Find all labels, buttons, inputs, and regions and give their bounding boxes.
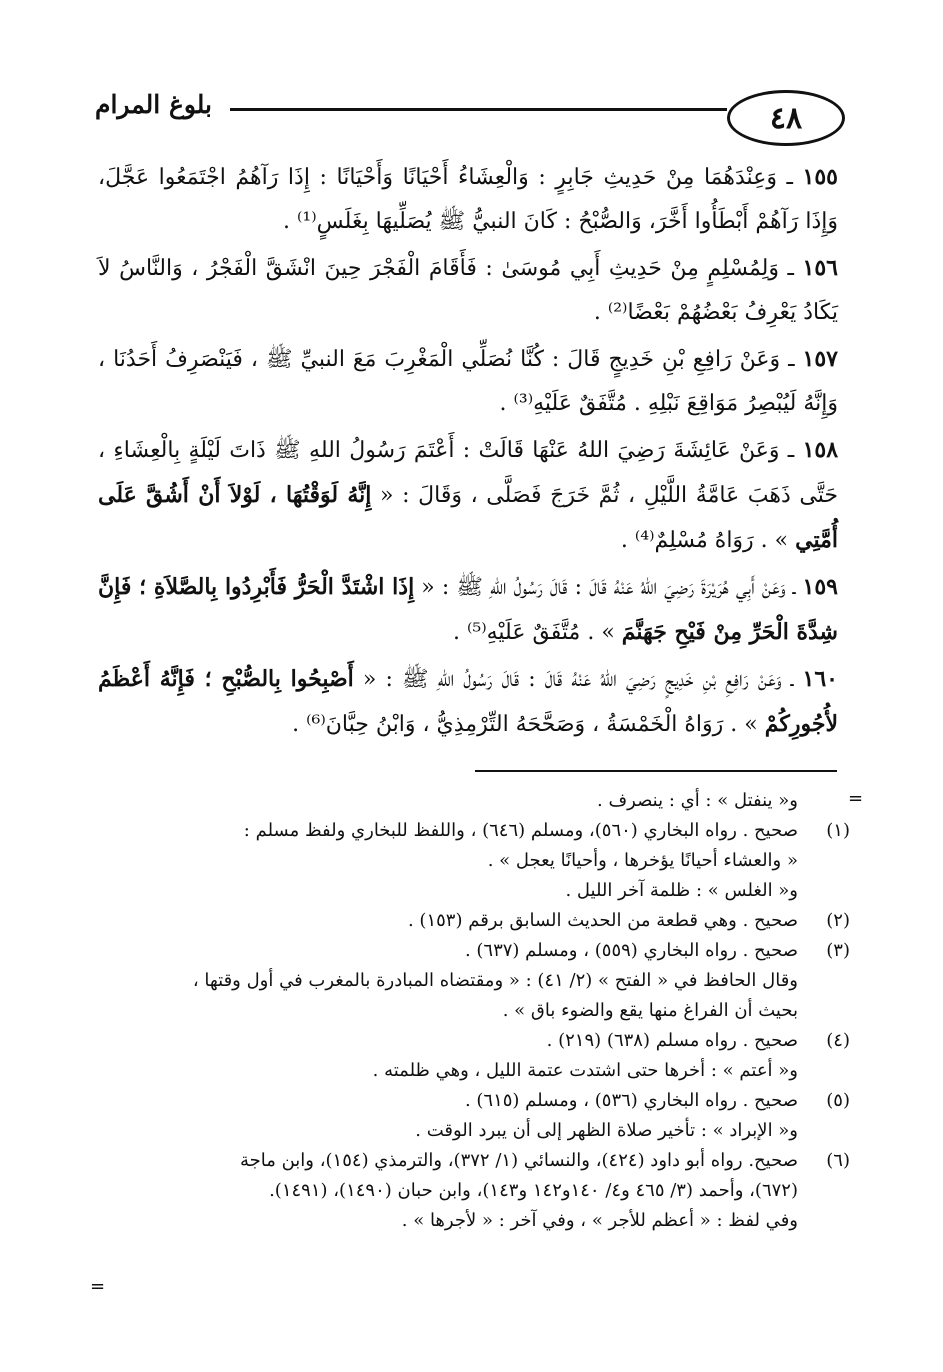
- footnote-line: [95, 846, 850, 876]
- hadith-text: ـ وَعَنْ عَائِشَةَ رَضِيَ اللهُ عَنْهَا قَالَتْ : أَعْتَمَ رَسُولُ اللهِ ﷺ ذَاتَ لَيْلَةٍ بِالْعِشَاءِ ، حَتَّى ذَهَبَ عَامَّةُ اللَّيْلِ ، ثُمَّ خَرَجَ فَصَلَّى ، وَقَالَ : «: [98, 438, 839, 508]
- footnote-text: صحيح . رواه البخاري (٥٣٦) ، ومسلم (٦١٥) .: [464, 1090, 798, 1111]
- hadith-text: ـ وَعَنْ أَبِي هُرَيْرَةَ رَضِيَ اللهُ عَنْهُ قَالَ : قَالَ رَسُولُ اللهِ ﷺ : «: [414, 575, 796, 600]
- footnote-text: (٦٧٢)، وأحمد (٣/ ٤٦٥ و٤/ ١٤٠و١٤٢ و١٤٣)، وابن حبان (١٤٩٠)، (١٤٩١).: [269, 1180, 798, 1201]
- footnotes: [95, 786, 850, 1236]
- hadith-159: [98, 565, 838, 655]
- footnote-text: وقال الحافظ في « الفتح » (٢/ ٤١) : « ومقتضاه المبادرة بالمغرب في أول وقتها ،: [192, 970, 798, 991]
- footnote-text: وفي لفظ : « أعظم للأجر » ، وفي آخر : « لأجرها » .: [401, 1210, 798, 1231]
- footnote-line: [95, 1206, 850, 1236]
- hadith-number: ١٥٨: [802, 437, 839, 463]
- hadith-text: ـ وَلِمُسْلِمٍ مِنْ حَدِيثِ أَبِي مُوسَىٰ : فَأَقَامَ الْفَجْرَ حِينَ انْشَقَّ الْفَجْرُ ، وَالنَّاسُ لاَ يَكَادُ يَعْرِفُ بَعْضُهُمْ بَعْضًا⁽²⁾ .: [98, 256, 838, 325]
- footnote-text: صحيح . رواه مسلم (٦٣٨) (٢١٩) .: [546, 1030, 798, 1051]
- footnote-line: [95, 816, 850, 846]
- page-header: [95, 90, 845, 152]
- hadith-source: » . رَوَاهُ مُسْلِمٌ⁽⁴⁾ .: [620, 528, 796, 553]
- prophetic-saying: إِنَّهُ لَوَقْتُهَا ، لَوْلاَ أَنْ أَشُقَّ عَلَى أُمَّتِي: [98, 482, 838, 553]
- footnote-line: [95, 1146, 850, 1176]
- footnote-line: [95, 906, 850, 936]
- hadith-number: ١٥٥: [802, 164, 838, 190]
- footnote-text: و« الغلس » : ظلمة آخر الليل .: [565, 880, 798, 901]
- footnote-number: (١): [826, 820, 850, 841]
- hadith-155: [98, 155, 838, 244]
- footnote-pre-note: و« ينفتل » : أي : ينصرف .: [597, 790, 798, 811]
- book-title: بلوغ المرام: [95, 90, 213, 119]
- hadith-156: [98, 246, 838, 335]
- footnote-line: [95, 936, 850, 966]
- hadith-source: » . رَوَاهُ الْخَمْسَةُ ، وَصَحَّحَهُ التِّرْمِذِيُّ ، وَابْنُ حِبَّانَ⁽⁶⁾ .: [292, 712, 765, 737]
- footnote-line: [95, 996, 850, 1026]
- footnote-number: (٦): [826, 1150, 850, 1171]
- footnote-line: [95, 1026, 850, 1056]
- footnote-text: و« الإبراد » : تأخير صلاة الظهر إلى أن يبرد الوقت .: [415, 1120, 798, 1141]
- footnote-number: (٥): [826, 1090, 850, 1111]
- page-number: ٤٨: [727, 90, 845, 146]
- hadith-number: ١٦٠: [802, 666, 838, 692]
- footnote-text: و« أعتم » : أخرها حتى اشتدت عتمة الليل ، وهي ظلمته .: [372, 1060, 798, 1081]
- hadith-text: ـ وَعِنْدَهُمَا مِنْ حَدِيثِ جَابِرٍ : وَالْعِشَاءُ أَحْيَانًا وَأَحْيَانًا : إِذَا رَآهُمُ اجْتَمَعُوا عَجَّلَ، وَإِذَا رَآهُمْ أَبْطَأُوا أَخَّرَ، وَالصُّبْحُ : كَانَ النبيُّ ﷺ يُصَلِّيهَا بِغَلَسٍ⁽¹⁾ .: [98, 165, 838, 234]
- footnote-text: صحيح . رواه البخاري (٥٦٠)، ومسلم (٦٤٦) ، واللفظ للبخاري ولفظ مسلم :: [243, 820, 798, 841]
- footnote-number: (٤): [826, 1030, 850, 1051]
- footnote-line: [95, 876, 850, 906]
- prophetic-saying: أَصْبِحُوا بِالصُّبْحِ ؛ فَإِنَّهُ أَعْظَمُ لأُجُورِكُمْ: [98, 666, 838, 737]
- footnote-text: بحيث أن الفراغ منها يقع والضوء باق » .: [502, 1000, 798, 1021]
- footnote-line: [95, 1086, 850, 1116]
- header-rule: [230, 108, 727, 111]
- footnote-separator: [475, 770, 837, 772]
- footnote-line: [95, 1176, 850, 1206]
- footnote-line: [95, 1116, 850, 1146]
- hadith-section: [98, 155, 838, 749]
- hadith-number: ١٥٦: [802, 255, 838, 281]
- footnote-text: « والعشاء أحيانًا يؤخرها ، وأحيانًا يعجل » .: [487, 850, 798, 871]
- prophetic-saying: إِذَا اشْتَدَّ الْحَرُّ فَأَبْرِدُوا بِالصَّلاَةِ ؛ فَإِنَّ شِدَّةَ الْحَرِّ مِنْ فَيْحِ جَهَنَّمَ: [98, 574, 838, 645]
- hadith-number: ١٥٩: [802, 574, 838, 600]
- hadith-158: [98, 428, 838, 563]
- hadith-160: [98, 657, 838, 747]
- margin-mark-bottom: =: [90, 1276, 106, 1297]
- footnote-text: صحيح. رواه أبو داود (٤٢٤)، والنسائي (١/ ٣٧٢)، والترمذي (١٥٤)، وابن ماجة: [239, 1150, 798, 1171]
- hadith-text: ـ وَعَنْ رَافِعِ بْنِ خَدِيجٍ رَضِيَ اللهُ عَنْهُ قَالَ : قَالَ رَسُولُ اللهِ ﷺ : «: [353, 667, 794, 692]
- footnote-text: صحيح . وهي قطعة من الحديث السابق برقم (١٥٣) .: [407, 910, 798, 931]
- margin-mark-top: =: [848, 788, 864, 809]
- hadith-157: [98, 337, 838, 426]
- footnote-line: [95, 1056, 850, 1086]
- hadith-text: ـ وَعَنْ رَافِعِ بْنِ خَدِيجٍ قَالَ : كُنَّا نُصَلِّي الْمَغْرِبَ مَعَ النبيِّ ﷺ ، فَيَنْصَرِفُ أَحَدُنَا ، وَإِنَّهُ لَيُبْصِرُ مَوَاقِعَ نَبْلِهِ . مُتَّفَقٌ عَلَيْهِ⁽³⁾ .: [98, 347, 838, 416]
- footnote-text: صحيح . رواه البخاري (٥٥٩) ، ومسلم (٦٣٧) .: [464, 940, 798, 961]
- footnote-list: [95, 816, 850, 1236]
- footnote-number: (٢): [826, 910, 850, 931]
- footnote-line: [95, 966, 850, 996]
- hadith-source: » . مُتَّفَقٌ عَلَيْهِ⁽⁵⁾ .: [452, 620, 622, 645]
- footnote-number: (٣): [826, 940, 850, 961]
- hadith-number: ١٥٧: [802, 346, 838, 372]
